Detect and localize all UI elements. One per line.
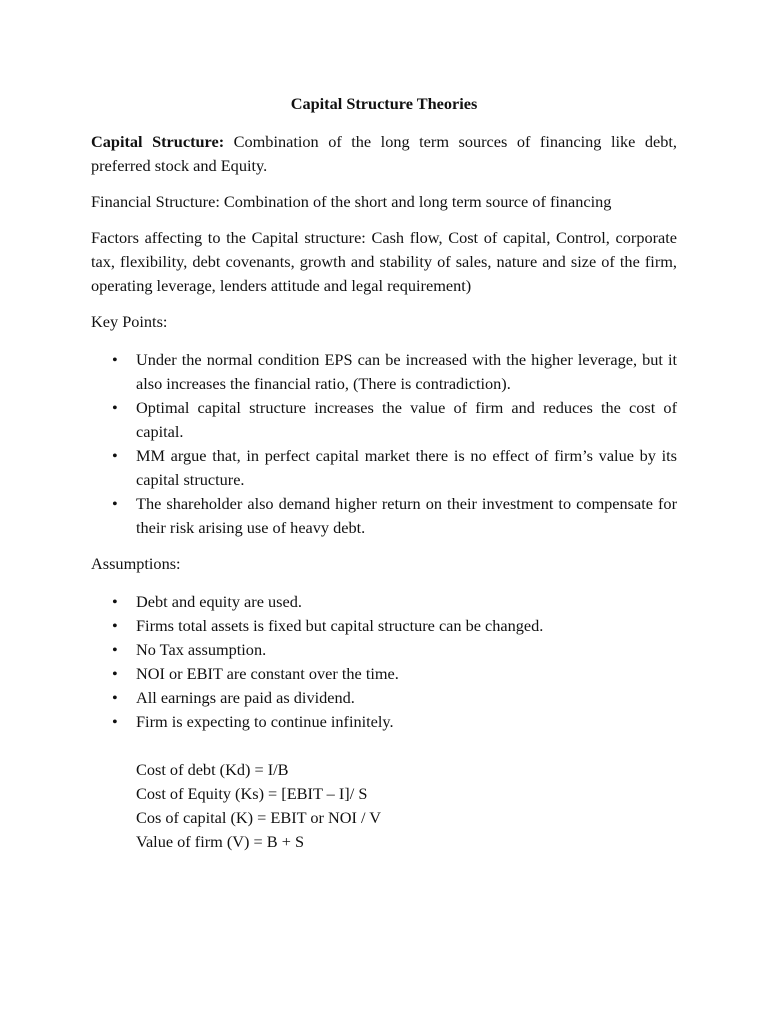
formulas-block (91, 758, 677, 854)
list-item (91, 590, 677, 614)
formula-value-of-firm: Value of firm (V) = B + S (136, 832, 305, 851)
list-item (91, 662, 677, 686)
bullet-icon: • (112, 712, 118, 731)
formula-cost-of-capital: Cos of capital (K) = EBIT or NOI / V (136, 808, 382, 827)
list-item-text: No Tax assumption. (136, 640, 267, 659)
list-item (91, 686, 677, 710)
list-item (91, 710, 677, 734)
formula-cost-of-debt: Cost of debt (Kd) = I/B (136, 760, 289, 779)
capital-structure-text: Combination of the long term sources of financing like debt, preferred stock and Equity. (91, 132, 677, 175)
factors-paragraph: Factors affecting to the Capital structure: Cash flow, Cost of capital, Control, corporate tax, flexibility, debt covenants, growth and stability of sales, nature and size of the firm, operating leverage, lenders attitude and legal requirement) (91, 228, 677, 295)
list-item (91, 444, 677, 492)
bullet-icon: • (112, 398, 118, 417)
page-title: Capital Structure Theories (290, 94, 478, 113)
key-points-heading: Key Points: (91, 312, 168, 331)
list-item-text: Under the normal condition EPS can be increased with the higher leverage, but it also increases the financial ratio, (There is contradiction). (136, 350, 677, 393)
financial-structure-definition: Financial Structure: Combination of the short and long term source of financing (91, 192, 612, 211)
list-item-text: All earnings are paid as dividend. (136, 688, 355, 707)
list-item (91, 396, 677, 444)
assumptions-list (91, 590, 677, 734)
document-page (91, 92, 677, 854)
bullet-icon: • (112, 350, 118, 369)
list-item-text: Firms total assets is fixed but capital structure can be changed. (136, 616, 544, 635)
list-item-text: Debt and equity are used. (136, 592, 302, 611)
bullet-icon: • (112, 640, 118, 659)
bullet-icon: • (112, 688, 118, 707)
bullet-icon: • (112, 616, 118, 635)
list-item-text: Firm is expecting to continue infinitely. (136, 712, 394, 731)
list-item (91, 614, 677, 638)
list-item-text: The shareholder also demand higher return on their investment to compensate for their risk arising use of heavy debt. (136, 494, 677, 537)
assumptions-heading: Assumptions: (91, 554, 181, 573)
bullet-icon: • (112, 664, 118, 683)
capital-structure-definition (91, 130, 677, 178)
list-item-text: NOI or EBIT are constant over the time. (136, 664, 399, 683)
list-item-text: Optimal capital structure increases the value of firm and reduces the cost of capital. (136, 398, 677, 441)
bullet-icon: • (112, 494, 118, 513)
capital-structure-label: Capital Structure: (91, 132, 225, 151)
key-points-list (91, 348, 677, 540)
list-item (91, 348, 677, 396)
list-item (91, 492, 677, 540)
list-item-text: MM argue that, in perfect capital market there is no effect of firm’s value by its capital structure. (136, 446, 677, 489)
bullet-icon: • (112, 446, 118, 465)
formula-cost-of-equity: Cost of Equity (Ks) = [EBIT – I]/ S (136, 784, 368, 803)
bullet-icon: • (112, 592, 118, 611)
list-item (91, 638, 677, 662)
